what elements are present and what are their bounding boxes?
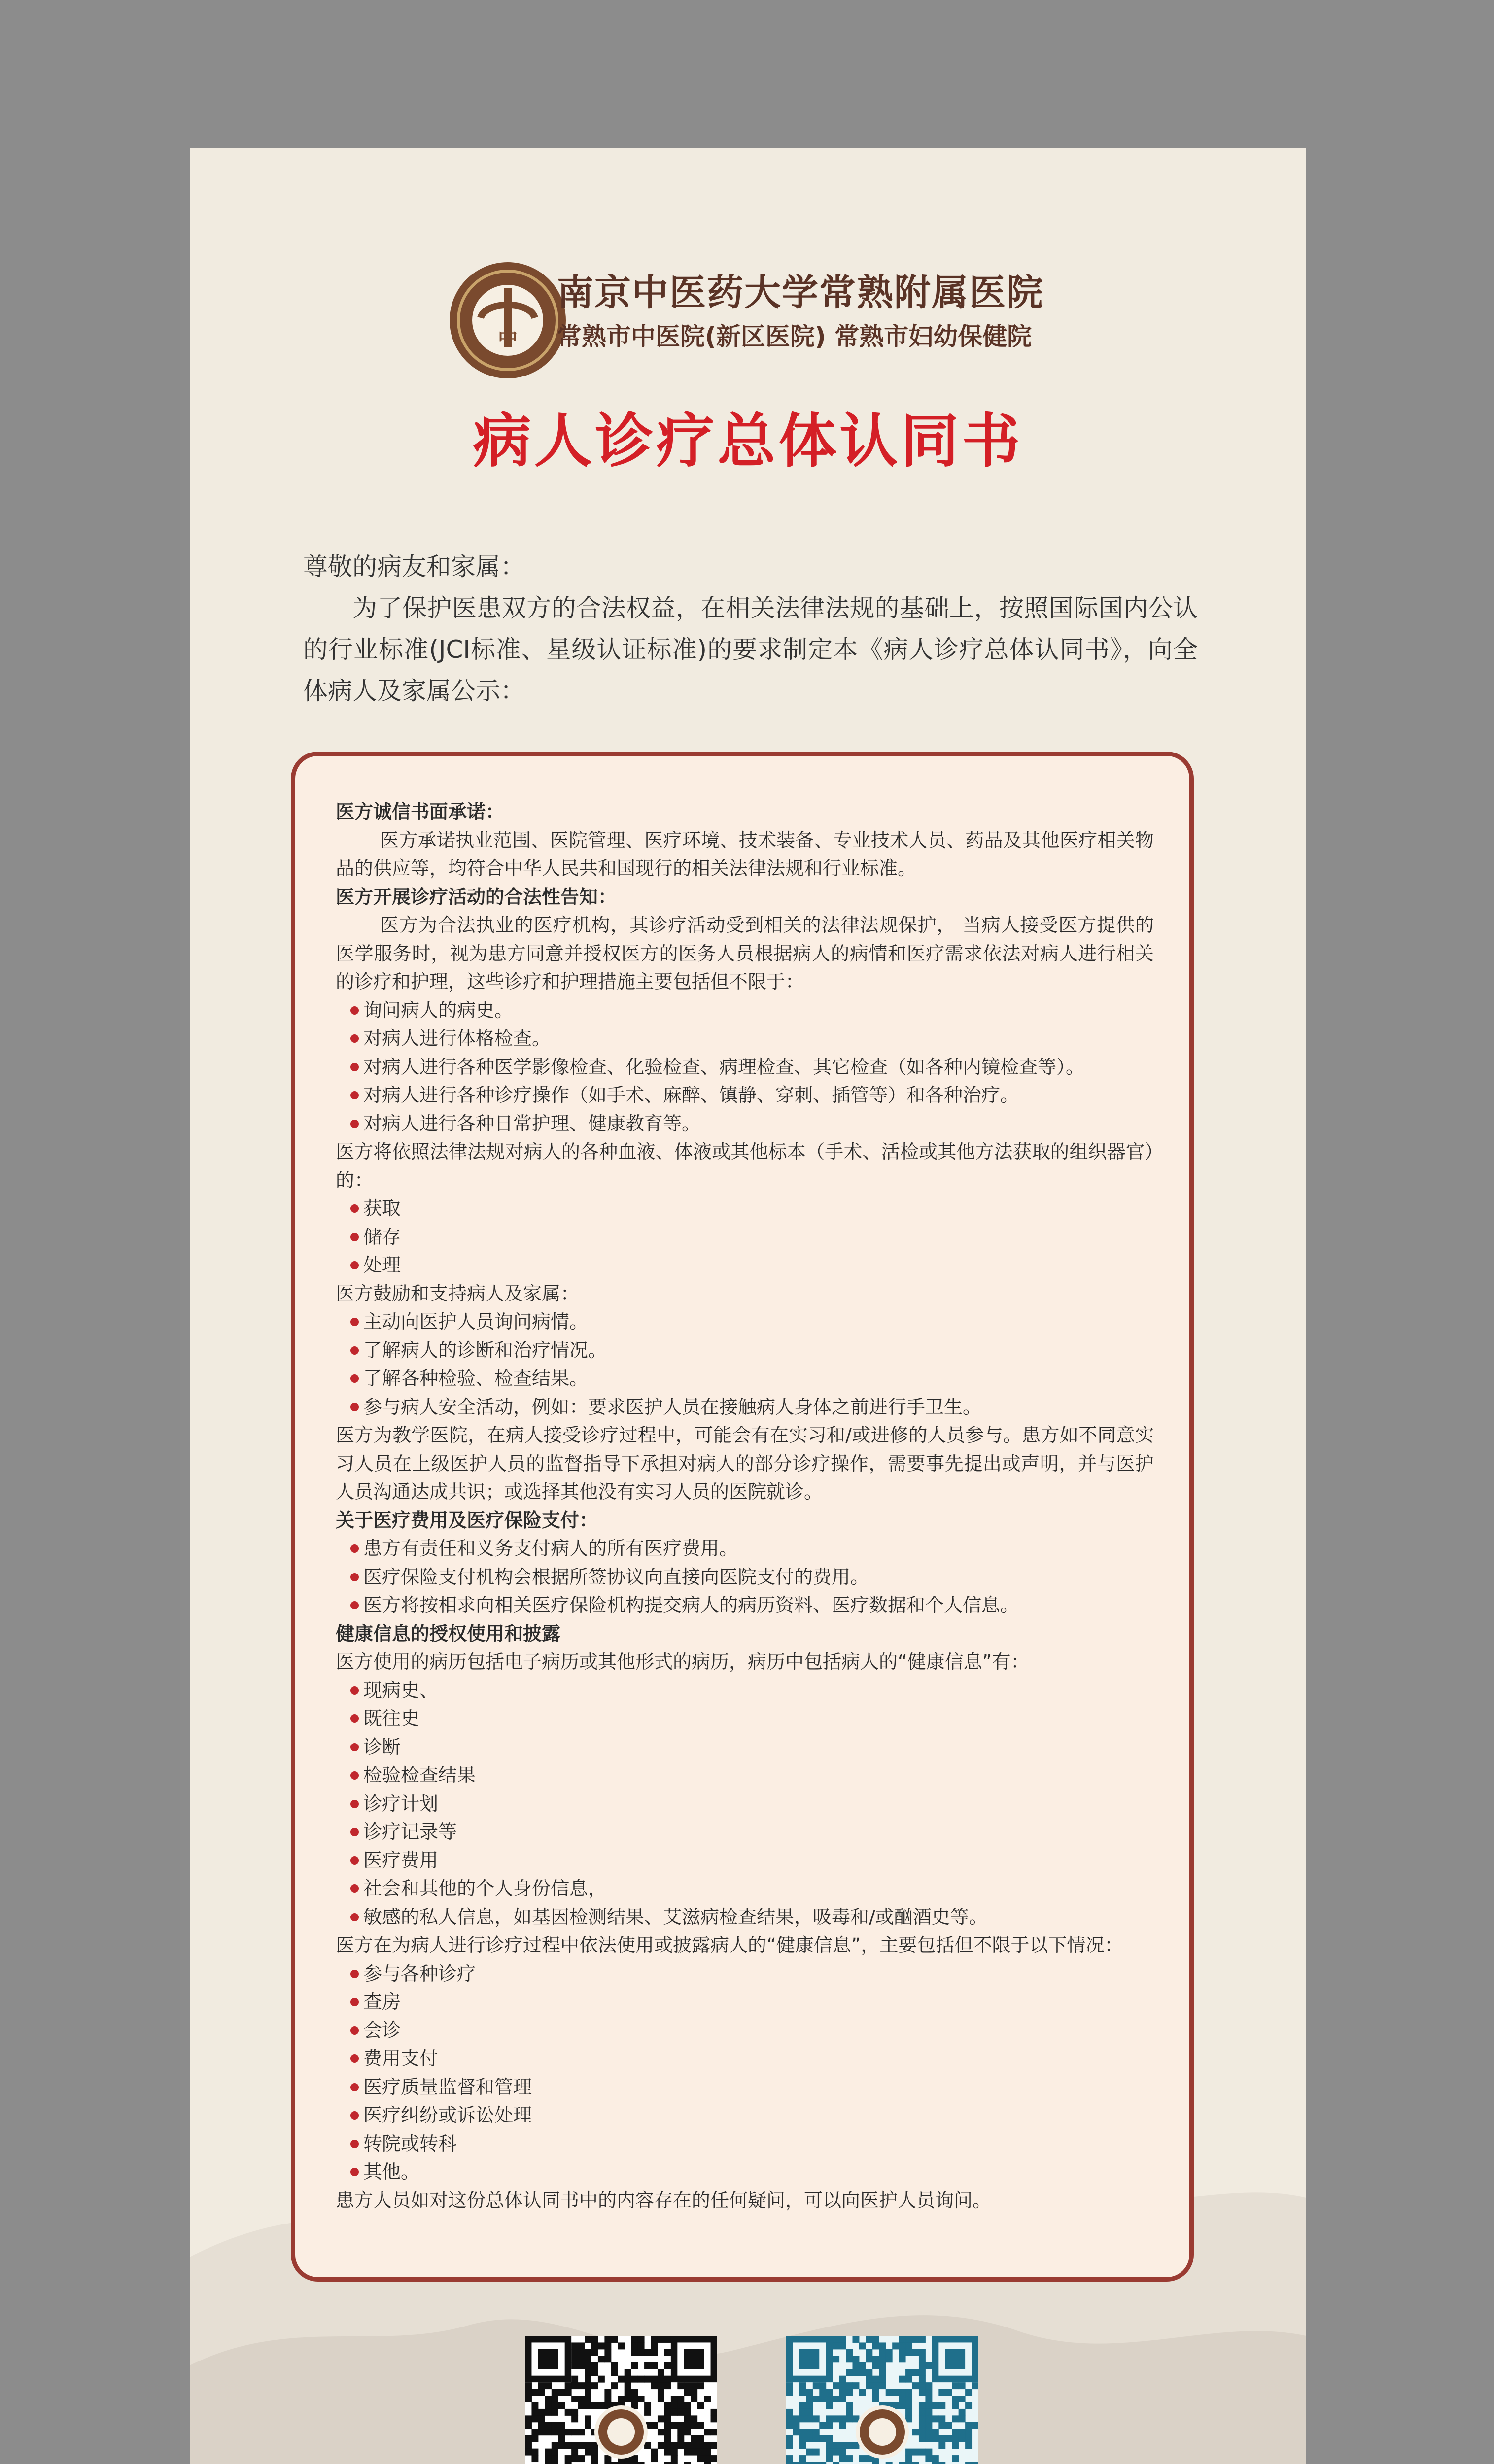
section-heading: 关于医疗费用及医疗保险支付： [336, 1509, 598, 1531]
bullet-item: 主动向医护人员询问病情。 [336, 1308, 1154, 1336]
bullet-item: 社会和其他的个人身份信息， [336, 1875, 1154, 1903]
bullet-item: 对病人进行各种医学影像检查、化验检查、病理检查、其它检查（如各种内镜检查等）。 [336, 1053, 1154, 1082]
bullet-item: 储存 [336, 1223, 1154, 1252]
hospital-header [446, 259, 1087, 387]
paragraph: 医方在为病人进行诊疗过程中依法使用或披露病人的“健康信息”，主要包括但不限于以下情况： [336, 1934, 1123, 1956]
bullet-item: 了解各种检验、检查结果。 [336, 1365, 1154, 1393]
salutation: 尊敬的病友和家属： [303, 552, 525, 581]
bullet-item: 对病人进行各种日常护理、健康教育等。 [336, 1110, 1154, 1138]
section-heading: 健康信息的授权使用和披露 [336, 1622, 561, 1644]
bullet-item: 诊疗记录等 [336, 1818, 1154, 1847]
bullet-item: 询问病人的病史。 [336, 996, 1154, 1025]
bullet-item: 敏感的私人信息，如基因检测结果、艾滋病检查结果，吸毒和/或酗酒史等。 [336, 1903, 1154, 1932]
bullet-item: 医疗保险支付机构会根据所签协议向直接向医院支付的费用。 [336, 1563, 1154, 1592]
bullet-item: 患方有责任和义务支付病人的所有医疗费用。 [336, 1535, 1154, 1563]
hospital-subtitle: 常熟市中医院(新区医院) 常熟市妇幼保健院 [557, 322, 1032, 351]
bullet-item: 会诊 [336, 2017, 1154, 2045]
bullet-item: 检验检查结果 [336, 1761, 1154, 1790]
paragraph: 医方承诺执业范围、医院管理、医疗环境、技术装备、专业技术人员、药品及其他医疗相关物品的供应等，均符合中华人民共和国现行的相关法律法规和行业标准。 [336, 829, 1154, 879]
bullet-item: 转院或转科 [336, 2130, 1154, 2158]
logo-char: 中 [498, 327, 518, 350]
intro-section [303, 546, 1198, 712]
bullet-item: 医方将按相求向相关医疗保险机构提交病人的病历资料、医疗数据和个人信息。 [336, 1591, 1154, 1620]
bullet-item: 其他。 [336, 2158, 1154, 2187]
bullet-item: 现病史、 [336, 1677, 1154, 1705]
terms-content [336, 798, 1154, 2215]
bullet-item: 了解病人的诊断和治疗情况。 [336, 1336, 1154, 1365]
intro-paragraph: 为了保护医患双方的合法权益，在相关法律法规的基础上，按照国际国内公认的行业标准(JCI标准、星级认证标准)的要求制定本《病人诊疗总体认同书》，向全体病人及家属公示： [303, 594, 1198, 705]
bullet-item: 费用支付 [336, 2045, 1154, 2073]
terms-box [291, 752, 1194, 2282]
bullet-item: 医疗质量监督和管理 [336, 2073, 1154, 2102]
paragraph: 医方为合法执业的医疗机构，其诊疗活动受到相关的法律法规保护， 当病人接受医方提供的医学服务时，视为患方同意并授权医方的医务人员根据病人的病情和医疗需求依法对病人进行相关的诊疗和护理，这些诊疗和护理措施主要包括但不限于： [336, 914, 1154, 992]
bullet-item: 医疗纠纷或诉讼处理 [336, 2101, 1154, 2130]
bullet-item: 处理 [336, 1251, 1154, 1280]
bullet-item: 查房 [336, 1988, 1154, 2017]
poster [190, 148, 1306, 2464]
bullet-item: 获取 [336, 1195, 1154, 1223]
bullet-item: 对病人进行各种诊疗操作（如手术、麻醉、镇静、穿刺、插管等）和各种治疗。 [336, 1081, 1154, 1110]
app-download-qr-code [786, 2336, 978, 2464]
section-heading: 医方开展诊疗活动的合法性告知： [336, 886, 617, 908]
hospital-name: 南京中医药大学常熟附属医院 [557, 272, 1044, 314]
bullet-item: 参与各种诊疗 [336, 1960, 1154, 1988]
section-heading: 医方诚信书面承诺： [336, 801, 505, 822]
hospital-logo-icon [446, 259, 569, 382]
paragraph: 医方使用的病历包括电子病历或其他形式的病历，病历中包括病人的“健康信息”有： [336, 1651, 1030, 1673]
paragraph: 患方人员如对这份总体认同书中的内容存在的任何疑问，可以向医护人员询问。 [336, 2189, 992, 2211]
bullet-item: 诊断 [336, 1733, 1154, 1762]
paragraph: 医方为教学医院，在病人接受诊疗过程中，可能会有在实习和/或进修的人员参与。患方如不同意实习人员在上级医护人员的监督指导下承担对病人的部分诊疗操作，需要事先提出或声明，并与医护人员沟通达成共识；或选择其他没有实习人员的医院就诊。 [336, 1424, 1154, 1503]
document-title: 病人诊疗总体认同书 [473, 407, 1023, 475]
bullet-item: 参与病人安全活动，例如：要求医护人员在接触病人身体之前进行手卫生。 [336, 1393, 1154, 1422]
paragraph: 医方鼓励和支持病人及家属： [336, 1282, 580, 1304]
bullet-item: 既往史 [336, 1705, 1154, 1733]
bullet-item: 医疗费用 [336, 1847, 1154, 1875]
wechat-qr-code [525, 2336, 717, 2464]
bullet-item: 对病人进行体格检查。 [336, 1025, 1154, 1053]
bullet-item: 诊疗计划 [336, 1790, 1154, 1818]
paragraph: 医方将依照法律法规对病人的各种血液、体液或其他标本（手术、活检或其他方法获取的组织器官）的： [336, 1141, 1154, 1191]
